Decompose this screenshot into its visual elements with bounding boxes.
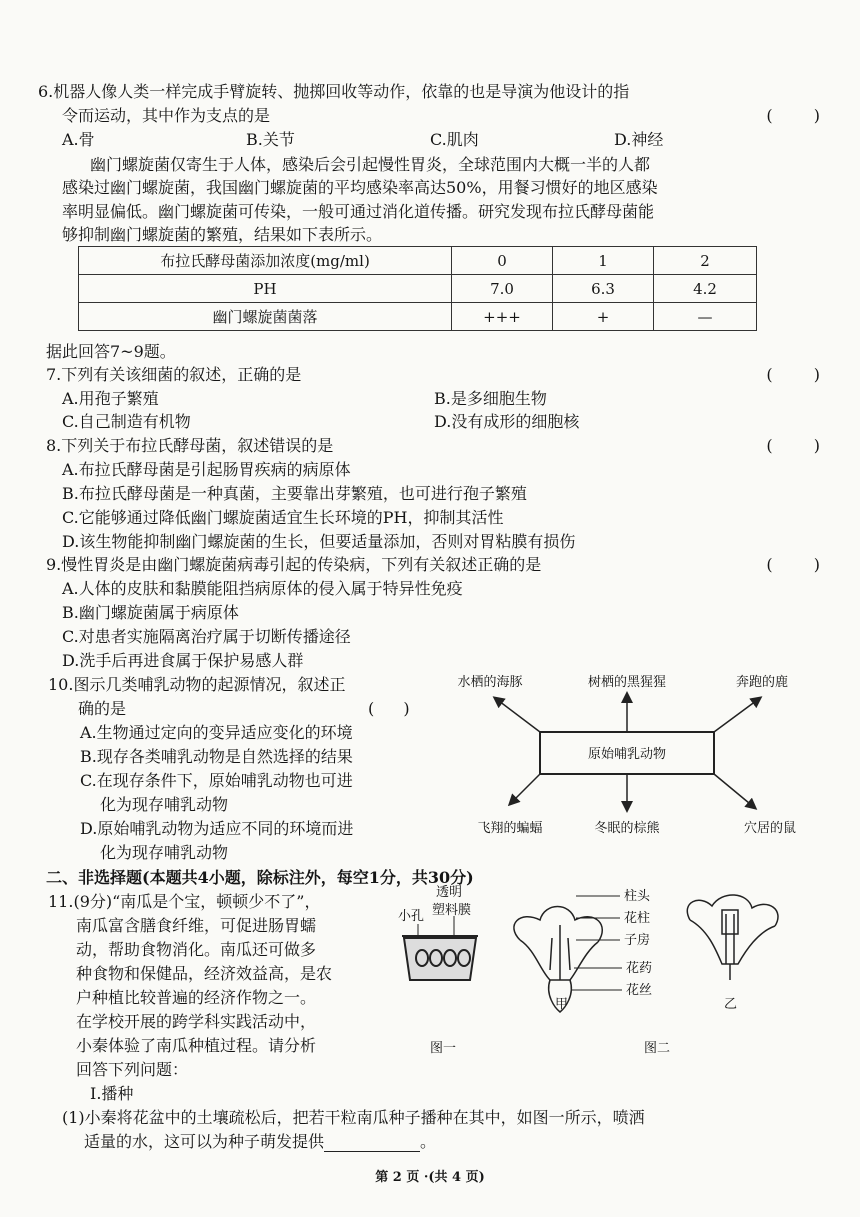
label-chimpanzee: 树栖的黑猩猩	[587, 675, 667, 690]
label-anther: 花药	[626, 961, 653, 976]
part-heading: Ⅰ.播种	[90, 1084, 134, 1103]
q11-line: 11.(9分)“南瓜是个宝，顿顿少不了”，	[48, 892, 321, 911]
q9-option-a: A.人体的皮肤和黏膜能阻挡病原体的侵入属于特异性免疫	[62, 579, 463, 598]
flowerpot-figure	[402, 916, 478, 980]
q7-stem: 7.下列有关该细菌的叙述，正确的是	[46, 365, 302, 384]
q7-answer-paren: ( )	[766, 365, 838, 384]
q8-stem: 8.下列关于布拉氏酵母菌，叙述错误的是	[46, 436, 334, 455]
table-cell: +++	[452, 303, 553, 331]
q9-option-c: C.对患者实施隔离治疗属于切断传播途径	[62, 627, 351, 646]
q9-option-b: B.幽门螺旋菌属于病原体	[62, 603, 239, 622]
table-cell: —	[654, 303, 757, 331]
q11-sub1-text: 适量的水，这可以为种子萌发提供	[84, 1132, 325, 1151]
q11-sub1-end: 。	[420, 1132, 437, 1151]
answer-blank[interactable]	[324, 1135, 420, 1152]
table-cell: 7.0	[452, 275, 553, 303]
label-film-top: 透明	[436, 885, 463, 900]
q6-option-c: C.肌肉	[430, 130, 479, 149]
q11-line: 南瓜富含膳食纤维，可促进肠胃蠕	[76, 916, 317, 935]
q8-option-d: D.该生物能抑制幽门螺旋菌的生长，但要适量添加，否则对胃粘膜有损伤	[62, 532, 576, 551]
q6-option-b: B.关节	[246, 130, 295, 149]
q7-option-a: A.用孢子繁殖	[62, 389, 159, 408]
q6-answer-paren: ( )	[766, 106, 838, 125]
q10-stem-line2: 确的是	[78, 699, 127, 718]
q8-option-b: B.布拉氏酵母菌是一种真菌，主要靠出芽繁殖，也可进行孢子繁殖	[62, 484, 527, 503]
table-row	[79, 303, 757, 331]
label-bat: 飞翔的蝙蝠	[477, 821, 543, 836]
mammal-origin-diagram	[440, 668, 850, 848]
table-cell: 1	[553, 247, 654, 275]
question-intro: 据此回答7~9题。	[46, 342, 176, 361]
passage-line: 幽门螺旋菌仅寄生于人体，感染后会引起慢性胃炎，全球范围内大概一半的人都	[90, 155, 651, 174]
label-film-bottom: 塑料膜	[432, 903, 472, 918]
q11-line: 种食物和保健品，经济效益高，是农	[76, 964, 333, 983]
page-footer: 第 2 页 ·(共 4 页)	[375, 1170, 485, 1185]
q9-stem: 9.慢性胃炎是由幽门螺旋菌病毒引起的传染病，下列有关叙述正确的是	[46, 555, 542, 574]
label-mouse: 穴居的鼠	[743, 821, 797, 836]
section-heading: 二、非选择题(本题共4小题，除标注外，每空1分，共30分)	[46, 868, 474, 887]
arrow	[714, 774, 755, 808]
q10-option-d: D.原始哺乳动物为适应不同的环境而进	[80, 819, 354, 838]
fig2-caption: 图二	[644, 1041, 671, 1056]
table-cell: 0	[452, 247, 553, 275]
label-dolphin: 水栖的海豚	[457, 675, 523, 690]
q10-option-d-cont: 化为现存哺乳动物	[100, 843, 229, 862]
q11-sub1-line1: (1)小秦将花盆中的土壤疏松后，把若干粒南瓜种子播种在其中，如图一所示，喷洒	[62, 1108, 645, 1127]
q11-line: 小秦体验了南瓜种植过程。请分析	[76, 1036, 317, 1055]
label-small-hole: 小孔	[398, 909, 425, 924]
table-cell: 6.3	[553, 275, 654, 303]
passage-line: 感染过幽门螺旋菌，我国幽门螺旋菌的平均感染率高达50%，用餐习惯好的地区感染	[62, 178, 658, 197]
label-stigma: 柱头	[624, 889, 651, 904]
q10-option-a: A.生物通过定向的变异适应变化的环境	[80, 723, 353, 742]
q6-option-a: A.骨	[62, 130, 95, 149]
table-cell: 幽门螺旋菌菌落	[79, 303, 452, 331]
q6-stem-line1: 6.机器人像人类一样完成手臂旋转、抛掷回收等动作，依靠的也是导演为他设计的指	[38, 82, 630, 101]
data-table	[78, 246, 757, 331]
table-cell: 布拉氏酵母菌添加浓度(mg/ml)	[79, 247, 452, 275]
q7-option-c: C.自己制造有机物	[62, 412, 191, 431]
label-yi: 乙	[724, 997, 738, 1012]
label-style: 花柱	[624, 911, 651, 926]
passage-line: 够抑制幽门螺旋菌的繁殖，结果如下表所示。	[62, 225, 383, 244]
q11-line: 户种植比较普遍的经济作物之一。	[76, 988, 317, 1007]
flower-figure-yi	[687, 895, 778, 980]
table-cell: 2	[654, 247, 757, 275]
q8-answer-paren: ( )	[766, 436, 838, 455]
arrow	[714, 698, 760, 732]
table-cell: +	[553, 303, 654, 331]
label-ovary: 子房	[624, 933, 651, 948]
arrow	[510, 774, 540, 804]
q6-stem-line2: 令而运动，其中作为支点的是	[62, 106, 271, 125]
q9-answer-paren: ( )	[766, 555, 838, 574]
q8-option-c: C.它能够通过降低幽门螺旋菌适宜生长环境的PH，抑制其活性	[62, 508, 504, 527]
q11-line: 在学校开展的跨学科实践活动中，	[76, 1012, 317, 1031]
label-filament: 花丝	[626, 983, 653, 998]
q6-option-d: D.神经	[614, 130, 664, 149]
table-row	[79, 275, 757, 303]
label-bear: 冬眠的棕熊	[594, 821, 660, 836]
q10-option-c: C.在现存条件下，原始哺乳动物也可进	[80, 771, 353, 790]
pumpkin-figures	[390, 880, 850, 1060]
passage-line: 率明显偏低。幽门螺旋菌可传染，一般可通过消化道传播。研究发现布拉氏酵母菌能	[62, 202, 655, 221]
label-jia: 甲	[555, 997, 569, 1012]
table-cell: PH	[79, 275, 452, 303]
q7-option-d: D.没有成形的细胞核	[434, 412, 580, 431]
q10-option-c-cont: 化为现存哺乳动物	[100, 795, 229, 814]
q10-stem-line1: 10.图示几类哺乳动物的起源情况，叙述正	[48, 675, 346, 694]
q8-option-a: A.布拉氏酵母菌是引起肠胃疾病的病原体	[62, 460, 351, 479]
fig1-caption: 图一	[430, 1041, 457, 1056]
q11-line: 回答下列问题：	[76, 1060, 189, 1079]
q9-option-d: D.洗手后再进食属于保护易感人群	[62, 651, 304, 670]
q10-answer-paren: ( )	[368, 699, 422, 718]
q11-sub1-line2	[84, 1132, 436, 1152]
label-deer: 奔跑的鹿	[735, 675, 789, 690]
arrow	[495, 698, 540, 732]
table-row	[79, 247, 757, 275]
table-cell: 4.2	[654, 275, 757, 303]
q7-option-b: B.是多细胞生物	[434, 389, 547, 408]
q10-option-b: B.现存各类哺乳动物是自然选择的结果	[80, 747, 353, 766]
q11-line: 动，帮助食物消化。南瓜还可做多	[76, 940, 317, 959]
center-label: 原始哺乳动物	[587, 747, 667, 762]
